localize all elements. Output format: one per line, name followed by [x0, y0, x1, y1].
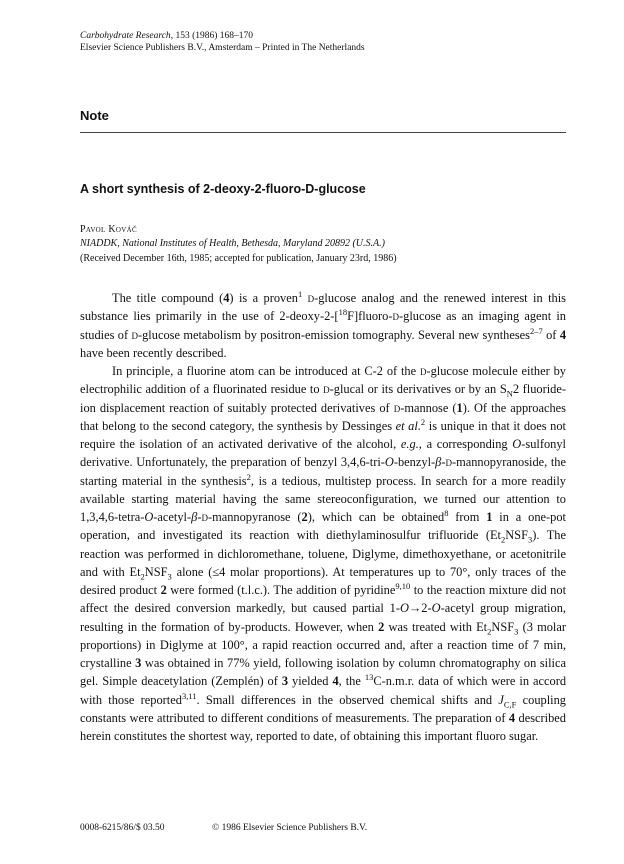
journal-name: Carbohydrate Research [80, 31, 171, 41]
publisher-line: Elsevier Science Publishers B.V., Amsterdam – Printed in The Netherlands [80, 43, 365, 53]
section-label: Note [80, 108, 109, 123]
body-paragraph-2: In principle, a fluorine atom can be introduced at C-2 of the d-glucose molecule either by electrophilic addition of a fluorinated residue to d-glucal or its derivatives or by an $S_N2$ fluoride-ion displacement reaction of suitably protected derivatives of d-mannose (1). Of the approaches that belong to the second category, the synthesis by Dessinges et al.$^2$ is unique in that it does not require the isolation of an activated derivative of the alcohol, e.g., a corresponding O-sulfonyl derivative. Unfortunately, the preparation of benzyl 3,4,6-tri-O-benzyl-β-d-mannopyranoside, the starting material in the synthesis$^2$, is a tedious, multistep process. In search for a more readily available starting material having the same stereoconfiguration, we turned our attention to 1,3,4,6-tetra-O-acetyl-β-d-mannopyranose (2), which can be obtained$^8$ from 1 in a one-pot operation, and investigated its reaction with diethylaminosulfur trifluoride $(Et_2NSF_3)$. The reaction was performed in dichloromethane, toluene, Diglyme, dimethoxyethane, or acetonitrile and with $Et_2NSF_3$ alone (≤4 molar proportions). At temperatures up to 70°, only traces of the desired product 2 were formed (t.l.c.). The addition of pyridine$^{9,10}$ to the reaction mixture did not affect the desired conversion markedly, but caused partial 1-O→2-O-acetyl group migration, resulting in the formation of by-products. However, when 2 was treated with $Et_2NSF_3$ (3 molar proportions) in Diglyme at 100°, a rapid reaction occurred and, after a reaction time of 7 min, crystalline 3 was obtained in 77% yield, following isolation by column chromatography on silica gel. Simple deacetylation (Zemplén) of 3 yielded 4, the $^{13}$C-n.m.r. data of which were in accord with those reported$^{3,11}$. Small differences in the observed chemical shifts and $J_{C,F}$ coupling constants were attributed to different conditions of measurements. The preparation of 4 described herein constitutes the shortest way, reported to date, of obtaining this important fluoro sugar. [80, 364, 567, 743]
author-affiliation: NIADDK, National Institutes of Health, Bethesda, Maryland 20892 (U.S.A.) [80, 238, 385, 249]
journal-header [80, 30, 365, 54]
issn-code: 0008-6215/86/$ 03.50 [80, 823, 165, 833]
body-paragraph-1: The title compound (4) is a proven$^1$ d-glucose analog and the renewed interest in this substance lies primarily in the use of 2-deoxy-2-[$^{18}$F]fluoro-d-glucose as an imaging agent in studies of d-glucose metabolism by positron-emission tomography. Several new syntheses$^{2-7}$ of 4 have been recently described. [80, 288, 567, 360]
author-name: Pavol Kováč [80, 224, 137, 235]
header-rule [80, 132, 566, 133]
page-footer [80, 822, 566, 834]
journal-reference: , 153 (1986) 168–170 [170, 31, 254, 41]
article-title: A short synthesis of 2-deoxy-2-fluoro-D-glucose [80, 182, 366, 196]
copyright-notice: © 1986 Elsevier Science Publishers B.V. [212, 823, 368, 833]
received-dates: (Received December 16th, 1985; accepted for publication, January 23rd, 1986) [80, 253, 397, 264]
article-body [80, 289, 566, 745]
